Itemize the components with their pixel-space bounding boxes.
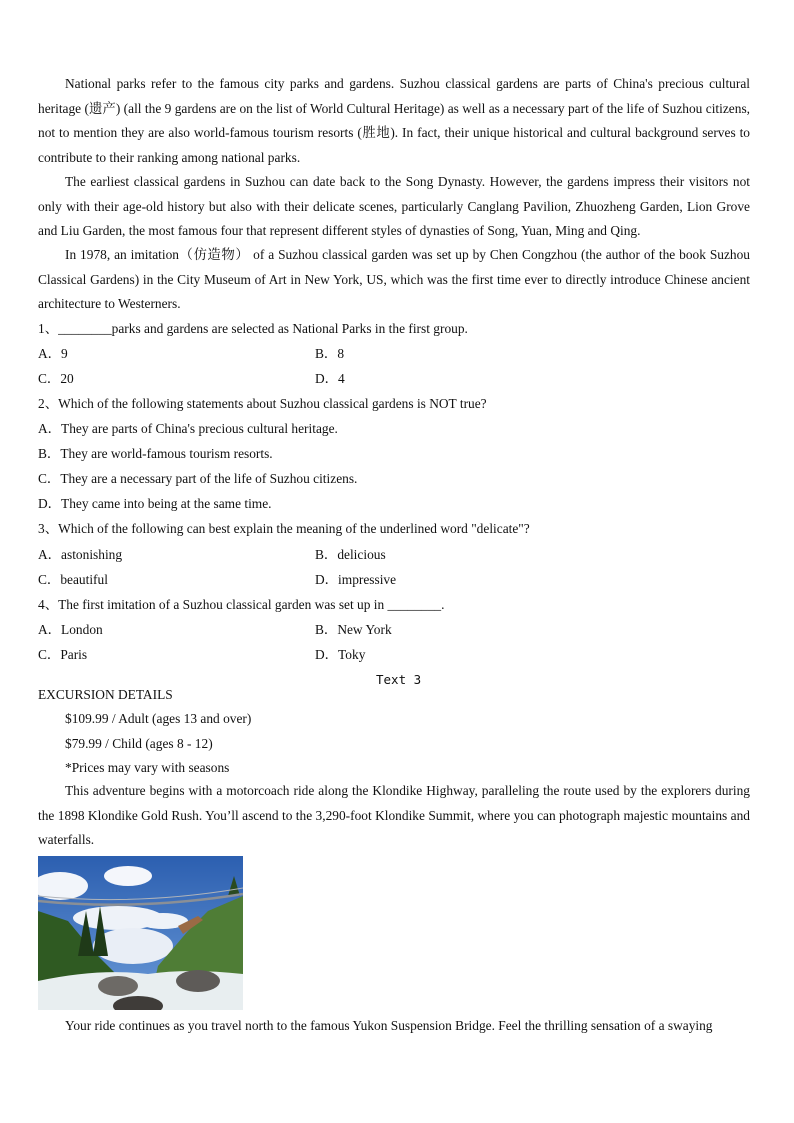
question-3-option-a[interactable]: A．astonishing: [38, 547, 123, 562]
question-4-option-b[interactable]: B．New York: [315, 622, 392, 637]
question-3-option-b[interactable]: B．delicious: [315, 547, 386, 562]
question-2-stem: 2、Which of the following statements about Suzhou classical gardens is NOT true?: [38, 396, 487, 411]
question-2-option-a[interactable]: A．They are parts of China's precious cultural heritage.: [38, 421, 338, 436]
passage-paragraph-2: The earliest classical gardens in Suzhou can date back to the Song Dynasty. However, the gardens impress their visitors not only with their age-old history but also with their delicate scenes, particularly Canglang Pavilion, Zhuozheng Garden, Lion Grove and Liu Garden, the most famous four that represent different styles of dynasties of Song, Yuan, Ming and Qing.: [38, 174, 750, 238]
question-4-option-c[interactable]: C．Paris: [38, 647, 88, 662]
excursion-details-title: EXCURSION DETAILS: [38, 687, 173, 702]
question-1-option-a[interactable]: A．9: [38, 346, 68, 361]
passage-paragraph-1: National parks refer to the famous city parks and gardens. Suzhou classical gardens are parts of China's precious cultural heritage (遗产) (all the 9 gardens are on the list of World Cultural Heritage) as well as a necessary part of the life of Suzhou citizens, not to mention they are also world-famous tourism resorts (胜地). In fact, their unique historical and cultural background serves to contribute to their ranking among national parks.: [38, 76, 750, 165]
excursion-paragraph-1: This adventure begins with a motorcoach ride along the Klondike Highway, paralleling the route used by the explorers during the 1898 Klondike Gold Rush. You’ll ascend to the 3,290-foot Klondike Summit, where you can photograph majestic mountains and waterfalls.: [38, 783, 750, 847]
question-1-option-d[interactable]: D．4: [315, 371, 345, 386]
question-3-option-c[interactable]: C．beautiful: [38, 572, 108, 587]
question-1-option-c[interactable]: C．20: [38, 371, 74, 386]
question-3-stem: 3、Which of the following can best explain the meaning of the underlined word "delicate"?: [38, 521, 530, 536]
price-adult: $109.99 / Adult (ages 13 and over): [65, 711, 252, 726]
question-4-option-d[interactable]: D．Toky: [315, 647, 366, 662]
question-1-stem: 1、________parks and gardens are selected as National Parks in the first group.: [38, 321, 468, 336]
excursion-paragraph-2: Your ride continues as you travel north to the famous Yukon Suspension Bridge. Feel the thrilling sensation of a swaying: [65, 1018, 713, 1033]
question-2-option-c[interactable]: C．They are a necessary part of the life of Suzhou citizens.: [38, 471, 358, 486]
question-3-option-d[interactable]: D．impressive: [315, 572, 397, 587]
question-2-option-b[interactable]: B．They are world-famous tourism resorts.: [38, 446, 273, 461]
suspension-bridge-photo: [38, 856, 243, 1010]
question-4-stem: 4、The first imitation of a Suzhou classical garden was set up in ________.: [38, 597, 445, 612]
text-3-heading: Text 3: [376, 672, 422, 687]
question-4-option-a[interactable]: A．London: [38, 622, 103, 637]
question-2-option-d[interactable]: D．They came into being at the same time.: [38, 496, 272, 511]
price-child: $79.99 / Child (ages 8 - 12): [65, 736, 213, 751]
price-note: *Prices may vary with seasons: [65, 760, 230, 775]
passage-paragraph-3: In 1978, an imitation（仿造物） of a Suzhou classical garden was set up by Chen Congzhou (the author of the book Suzhou Classical Gardens) in the City Museum of Art in New York, US, which was the first time ever to directly introduce Chinese ancient architecture to Westerners.: [38, 247, 750, 311]
question-1-option-b[interactable]: B．8: [315, 346, 345, 361]
